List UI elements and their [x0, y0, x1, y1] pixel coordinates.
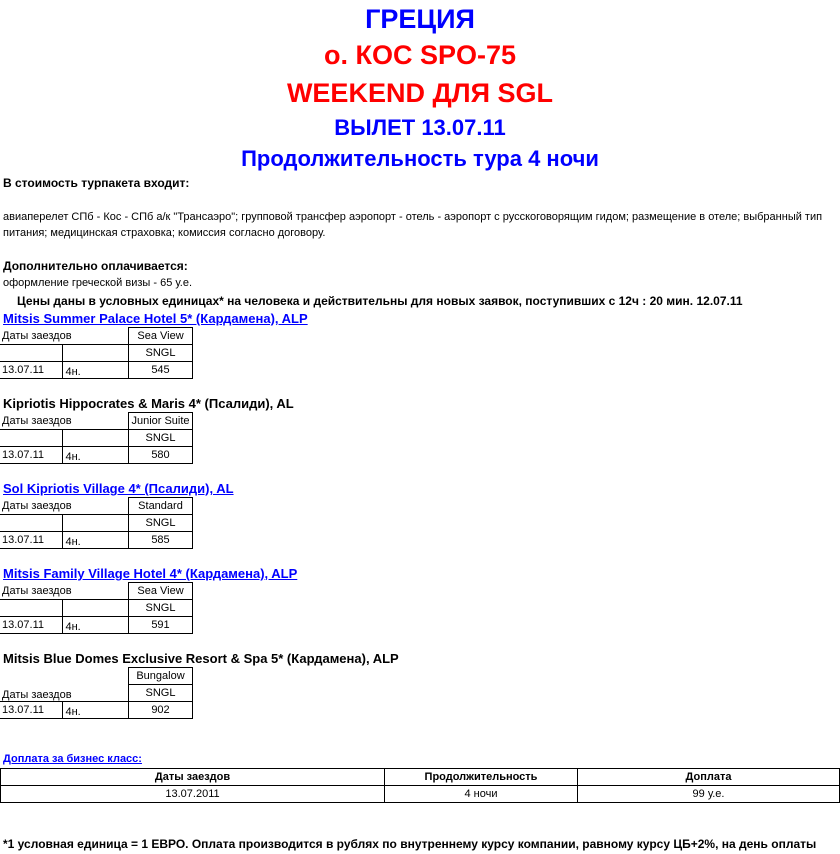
- cell-date: 13.07.11: [0, 532, 63, 549]
- table-row: [0, 447, 193, 464]
- cell-date: 13.07.11: [0, 362, 63, 379]
- hotel-price-table: [0, 667, 193, 719]
- table-row: [0, 702, 193, 719]
- title-island: о. КОС SPO-75: [323, 40, 517, 70]
- hotel-name: Kipriotis Hippocrates & Maris 4* (Псалиди), AL: [3, 396, 294, 411]
- empty-cell: [63, 345, 129, 362]
- business-table: [0, 768, 840, 803]
- empty-cell: [0, 600, 63, 617]
- occupancy: SNGL: [129, 515, 193, 532]
- title-departure: ВЫЛЕТ 13.07.11: [334, 115, 506, 140]
- occupancy: SNGL: [129, 345, 193, 362]
- cell-nights: 4н.: [63, 617, 129, 634]
- cell-nights: 4н.: [63, 702, 129, 719]
- table-row: [0, 617, 193, 634]
- empty-cell: [63, 430, 129, 447]
- hotel-name[interactable]: Mitsis Summer Palace Hotel 5* (Кардамена), ALP: [3, 311, 308, 326]
- cell-nights: 4н.: [63, 532, 129, 549]
- table-row: [1, 786, 840, 803]
- cell-duration: 4 ночи: [385, 786, 578, 803]
- empty-cell: [63, 600, 129, 617]
- title-duration: Продолжительность тура 4 ночи: [241, 146, 599, 171]
- cell-date: 13.07.11: [0, 447, 63, 464]
- hotel-price-table: [0, 582, 193, 634]
- table-row: [0, 532, 193, 549]
- cell-price: 545: [129, 362, 193, 379]
- hotel-name[interactable]: Mitsis Family Village Hotel 4* (Кардамена), ALP: [3, 566, 298, 581]
- empty-cell: [0, 345, 63, 362]
- empty-cell: [0, 430, 63, 447]
- room-type: Standard: [129, 498, 193, 515]
- dates-label: Даты заездов: [0, 413, 129, 430]
- occupancy: SNGL: [129, 685, 193, 702]
- cell-date: 13.07.11: [0, 702, 63, 719]
- cell-date: 13.07.2011: [1, 786, 385, 803]
- hotel-price-table: [0, 327, 193, 379]
- header-duration: Продолжительность: [385, 769, 578, 786]
- header-surcharge: Доплата: [578, 769, 840, 786]
- extra-title: Дополнительно оплачивается:: [3, 259, 188, 273]
- cell-surcharge: 99 у.е.: [578, 786, 840, 803]
- includes-text: авиаперелет СПб - Кос - СПб а/к "Трансаэро"; групповой трансфер аэропорт - отель - аэропорт с русскоговорящим гидом; размещение в отеле; выбранный тип питания; медицинская страховка; комиссия согласно договору.: [3, 211, 823, 239]
- cell-nights: 4н.: [63, 362, 129, 379]
- dates-label: Даты заездов: [0, 498, 129, 515]
- title-offer: WEEKEND ДЛЯ SGL: [286, 78, 554, 108]
- table-header-row: [1, 769, 840, 786]
- dates-label: Даты заездов: [0, 583, 129, 600]
- occupancy: SNGL: [129, 430, 193, 447]
- title-country: ГРЕЦИЯ: [365, 4, 475, 34]
- empty-cell: [0, 515, 63, 532]
- hotel-name[interactable]: Sol Kipriotis Village 4* (Псалиди), AL: [3, 481, 234, 496]
- cell-price: 591: [129, 617, 193, 634]
- cell-nights: 4н.: [63, 447, 129, 464]
- header-dates: Даты заездов: [1, 769, 385, 786]
- price-note: Цены даны в условных единицах* на человека и действительны для новых заявок, поступивших с 12ч : 20 мин. 12.07.11: [17, 294, 743, 308]
- dates-label: Даты заездов: [0, 668, 129, 702]
- room-type: Sea View: [129, 583, 193, 600]
- hotel-price-table: [0, 497, 193, 549]
- hotel-name: Mitsis Blue Domes Exclusive Resort & Spa 5* (Кардамена), ALP: [3, 651, 399, 666]
- cell-date: 13.07.11: [0, 617, 63, 634]
- hotel-price-table: [0, 412, 193, 464]
- includes-title: В стоимость турпакета входит:: [3, 176, 190, 190]
- extra-text: оформление греческой визы - 65 у.е.: [3, 277, 193, 289]
- cell-price: 580: [129, 447, 193, 464]
- room-type: Junior Suite: [129, 413, 193, 430]
- cell-price: 902: [129, 702, 193, 719]
- table-row: [0, 362, 193, 379]
- cell-price: 585: [129, 532, 193, 549]
- occupancy: SNGL: [129, 600, 193, 617]
- footnote: *1 условная единица = 1 ЕВРО. Оплата производится в рублях по внутреннему курсу компании, равному курсу ЦБ+2%, на день оплаты: [3, 837, 817, 851]
- dates-label: Даты заездов: [0, 328, 129, 345]
- business-title: Доплата за бизнес класс:: [3, 753, 142, 765]
- empty-cell: [63, 515, 129, 532]
- room-type: Sea View: [129, 328, 193, 345]
- room-type: Bungalow: [129, 668, 193, 685]
